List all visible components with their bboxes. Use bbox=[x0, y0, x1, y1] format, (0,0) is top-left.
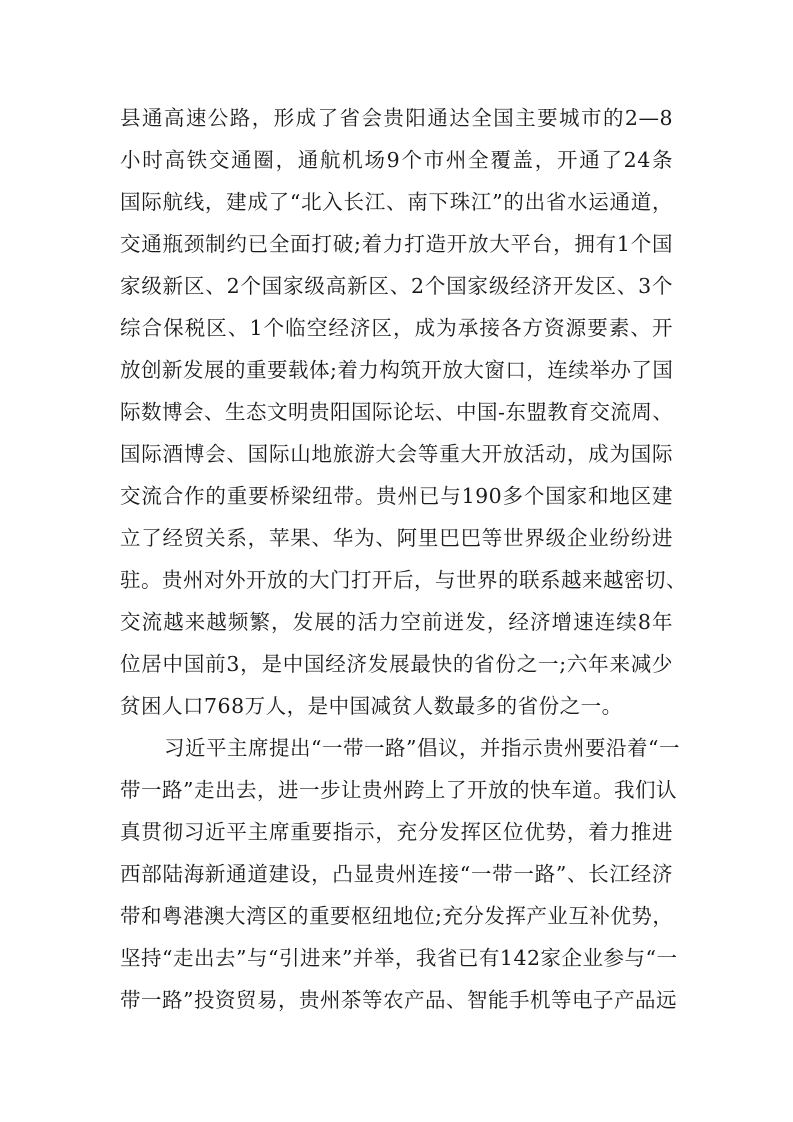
text-line: 县通高速公路，形成了省会贵阳通达全国主要城市的2—8 bbox=[120, 106, 673, 130]
text-line: 国际航线，建成了“北入长江、南下珠江”的出省水运通道， bbox=[120, 190, 673, 214]
text-line: 交流合作的重要桥梁纽带。贵州已与190多个国家和地区建 bbox=[120, 484, 673, 508]
text-line: 西部陆海新通道建设，凸显贵州连接“一带一路”、长江经济 bbox=[120, 862, 673, 886]
text-line: 贫困人口768万人，是中国减贫人数最多的省份之一。 bbox=[120, 694, 623, 718]
text-line: 驻。贵州对外开放的大门打开后，与世界的联系越来越密切、 bbox=[120, 568, 687, 592]
paragraph-2 bbox=[120, 727, 680, 1021]
text-line: 小时高铁交通圈，通航机场9个市州全覆盖，开通了24条 bbox=[120, 148, 673, 172]
text-line: 带和粤港澳大湾区的重要枢纽地位;充分发挥产业互补优势， bbox=[120, 904, 674, 928]
text-line: 习近平主席提出“一带一路”倡议，并指示贵州要沿着“一 bbox=[164, 736, 680, 760]
text-line: 国际酒博会、国际山地旅游大会等重大开放活动，成为国际 bbox=[120, 442, 673, 466]
paragraph-1 bbox=[120, 97, 687, 727]
text-line: 带一路”投资贸易，贵州茶等农产品、智能手机等电子产品远 bbox=[120, 988, 677, 1012]
text-line: 交通瓶颈制约已全面打破;着力打造开放大平台，拥有1个国 bbox=[120, 232, 673, 256]
text-line: 真贯彻习近平主席重要指示，充分发挥区位优势，着力推进 bbox=[120, 820, 673, 844]
text-line: 立了经贸关系，苹果、华为、阿里巴巴等世界级企业纷纷进 bbox=[120, 526, 673, 550]
text-line: 位居中国前3，是中国经济发展最快的省份之一;六年来减少 bbox=[120, 652, 673, 676]
text-line: 际数博会、生态文明贵阳国际论坛、中国-东盟教育交流周、 bbox=[120, 400, 674, 424]
text-line: 带一路”走出去，进一步让贵州跨上了开放的快车道。我们认 bbox=[120, 778, 677, 802]
document-body bbox=[120, 97, 687, 1021]
text-line: 家级新区、2个国家级高新区、2个国家级经济开发区、3个 bbox=[120, 274, 673, 298]
text-line: 坚持“走出去”与“引进来”并举，我省已有142家企业参与“一 bbox=[120, 946, 678, 970]
text-line: 综合保税区、1个临空经济区，成为承接各方资源要素、开 bbox=[120, 316, 673, 340]
text-line: 放创新发展的重要载体;着力构筑开放大窗口，连续举办了国 bbox=[120, 358, 674, 382]
text-line: 交流越来越频繁，发展的活力空前迸发，经济增速连续8年 bbox=[120, 610, 673, 634]
